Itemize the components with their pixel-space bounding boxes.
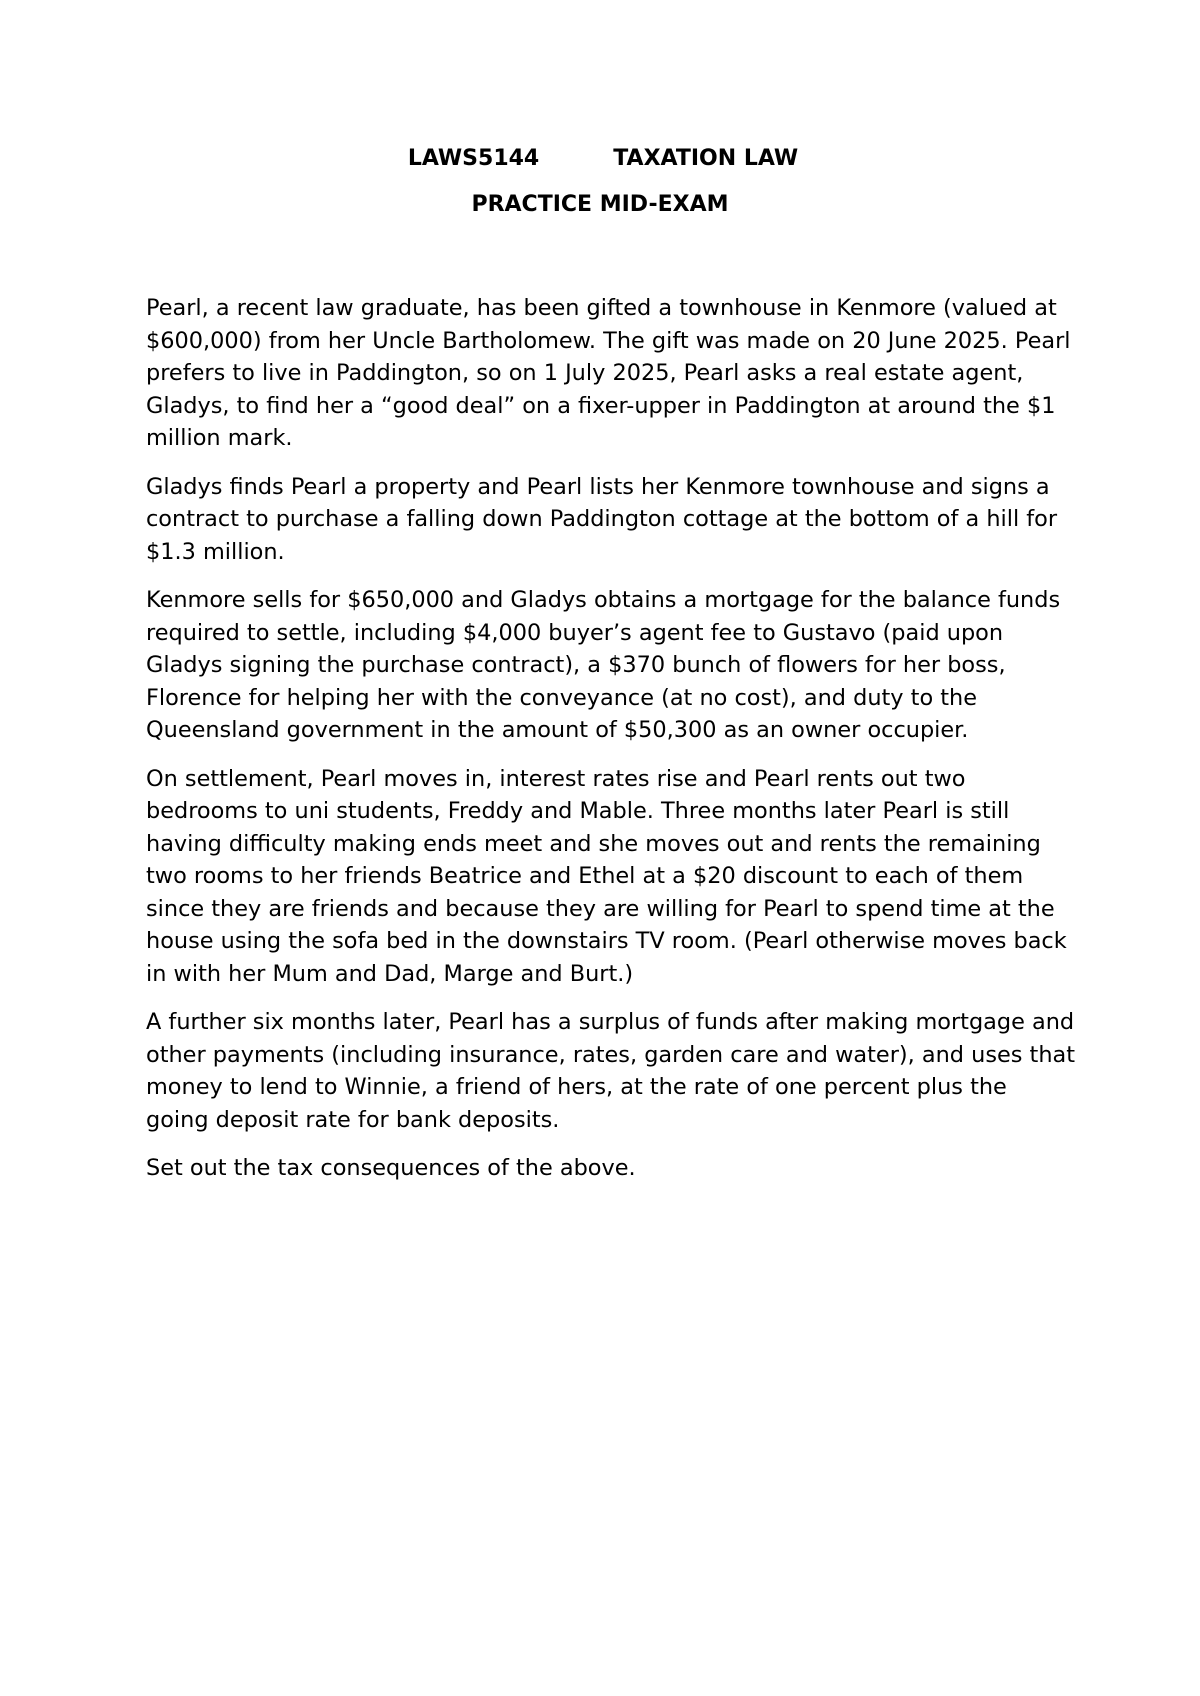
paragraph-1: Pearl, a recent law graduate, has been gifted a townhouse in Kenmore (valued at $600,000) from her Uncle Bartholomew. The gift was made on 20 June 2025. Pearl prefers to live in Paddington, so on 1 July 2025, Pearl asks a real estate agent, Gladys, to find her a “good deal” on a fixer-upper in Paddington at around the $1 million mark. (146, 295, 1071, 451)
course-code: LAWS5144 (407, 146, 540, 171)
course-name: TAXATION LAW (613, 146, 799, 171)
paragraph-4: On settlement, Pearl moves in, interest rates rise and Pearl rents out two bedrooms to uni students, Freddy and Mable. Three months later Pearl is still having difficulty making ends meet and she moves out and rents the remaining two rooms to her friends Beatrice and Ethel at a $20 discount to each of them since they are friends and because they are willing for Pearl to spend time at the house using the sofa bed in the downstairs TV room. (Pearl otherwise moves back in with her Mum and Dad, Marge and Burt.) (146, 765, 1067, 987)
document-header (0, 146, 1200, 218)
paragraph-2: Gladys finds Pearl a property and Pearl lists her Kenmore townhouse and signs a contract to purchase a falling down Paddington cottage at the bottom of a hill for $1.3 million. (146, 473, 1058, 565)
paragraph-5: A further six months later, Pearl has a surplus of funds after making mortgage and other payments (including insurance, rates, garden care and water), and uses that money to lend to Winnie, a friend of hers, at the rate of one percent plus the going deposit rate for bank deposits. (146, 1009, 1076, 1133)
course-line (0, 146, 1200, 172)
paragraph-6: Set out the tax consequences of the above. (146, 1155, 636, 1181)
exam-title: PRACTICE MID-EXAM (471, 192, 729, 217)
paragraph-3: Kenmore sells for $650,000 and Gladys obtains a mortgage for the balance funds required to settle, including $4,000 buyer’s agent fee to Gustavo (paid upon Gladys signing the purchase contract), a $370 bunch of flowers for her boss, Florence for helping her with the conveyance (at no cost), and duty to the Queensland government in the amount of $50,300 as an owner occupier. (146, 587, 1061, 743)
question-body (146, 292, 1076, 1201)
